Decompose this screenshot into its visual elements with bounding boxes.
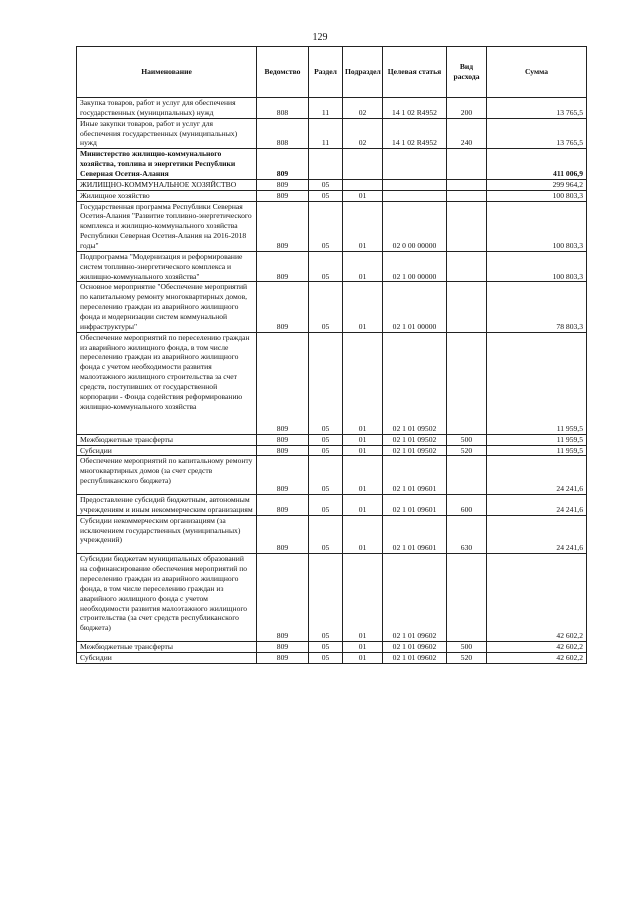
cell-section: 05 (309, 642, 343, 653)
cell-target: 02 1 00 00000 (383, 251, 447, 282)
cell-target: 14 1 02 R4952 (383, 118, 447, 149)
cell-section: 05 (309, 201, 343, 251)
cell-expense (447, 282, 487, 332)
cell-expense (447, 251, 487, 282)
cell-name: Межбюджетные трансферты (77, 434, 257, 445)
cell-section: 05 (309, 445, 343, 456)
cell-name: Министерство жилищно-коммунального хозяйства, топлива и энергетики Республики Северная Осетия-Алания (77, 149, 257, 180)
cell-expense (447, 332, 487, 434)
cell-target: 02 1 01 00000 (383, 282, 447, 332)
cell-expense (447, 149, 487, 180)
cell-expense: 630 (447, 515, 487, 554)
table-row (77, 190, 587, 201)
cell-subsection: 01 (343, 282, 383, 332)
cell-name: Обеспечение мероприятий по переселению граждан из аварийного жилищного фонда, в том числе переселению граждан из аварийного жилищного фонда с учетом необходимости развития малоэтажного жилищного строительства за счет средств, поступивших от государственной корпорации - Фонда содействия реформированию жилищно-коммунального хозяйства (77, 332, 257, 434)
cell-amount: 100 803,3 (487, 190, 587, 201)
cell-ministry: 809 (257, 434, 309, 445)
table-row (77, 98, 587, 119)
table-row (77, 652, 587, 663)
table-row (77, 201, 587, 251)
header-amount: Сумма (487, 47, 587, 98)
cell-subsection: 02 (343, 98, 383, 119)
cell-section (309, 149, 343, 180)
cell-name: Субсидии некоммерческим организациям (за исключением государственных (муниципальных) учреждений) (77, 515, 257, 554)
table-row (77, 332, 587, 434)
cell-name: ЖИЛИЩНО-КОММУНАЛЬНОЕ ХОЗЯЙСТВО (77, 179, 257, 190)
cell-expense: 500 (447, 642, 487, 653)
cell-target: 02 0 00 00000 (383, 201, 447, 251)
cell-ministry: 809 (257, 201, 309, 251)
cell-subsection: 01 (343, 456, 383, 495)
cell-target: 02 1 01 09502 (383, 445, 447, 456)
cell-ministry: 809 (257, 642, 309, 653)
cell-section: 05 (309, 190, 343, 201)
cell-subsection: 01 (343, 515, 383, 554)
table-row (77, 515, 587, 554)
cell-name: Жилищное хозяйство (77, 190, 257, 201)
cell-amount: 24 241,6 (487, 494, 587, 515)
cell-name: Межбюджетные трансферты (77, 642, 257, 653)
cell-subsection: 01 (343, 445, 383, 456)
cell-subsection: 01 (343, 201, 383, 251)
cell-expense (447, 179, 487, 190)
table-row (77, 445, 587, 456)
table-row (77, 494, 587, 515)
cell-section: 05 (309, 332, 343, 434)
table-row (77, 456, 587, 495)
cell-target: 02 1 01 09601 (383, 456, 447, 495)
cell-amount: 100 803,3 (487, 251, 587, 282)
cell-expense: 200 (447, 98, 487, 119)
table-row (77, 282, 587, 332)
cell-section: 05 (309, 456, 343, 495)
cell-amount: 24 241,6 (487, 456, 587, 495)
cell-amount: 100 803,3 (487, 201, 587, 251)
cell-amount: 299 964,2 (487, 179, 587, 190)
cell-amount: 24 241,6 (487, 515, 587, 554)
cell-target: 14 1 02 R4952 (383, 98, 447, 119)
table-row (77, 179, 587, 190)
cell-target: 02 1 01 09601 (383, 515, 447, 554)
table-row (77, 642, 587, 653)
page-number: 129 (312, 32, 328, 43)
cell-amount: 13 765,5 (487, 118, 587, 149)
cell-ministry: 808 (257, 118, 309, 149)
cell-ministry: 809 (257, 179, 309, 190)
cell-subsection: 01 (343, 494, 383, 515)
cell-section: 05 (309, 282, 343, 332)
cell-target (383, 149, 447, 180)
budget-table (76, 46, 587, 664)
cell-amount: 11 959,5 (487, 434, 587, 445)
cell-expense (447, 190, 487, 201)
cell-ministry: 809 (257, 554, 309, 642)
header-ministry: Ведомство (257, 47, 309, 98)
cell-ministry: 809 (257, 494, 309, 515)
cell-ministry: 809 (257, 190, 309, 201)
cell-ministry: 809 (257, 251, 309, 282)
cell-name: Субсидии (77, 652, 257, 663)
cell-ministry: 809 (257, 282, 309, 332)
header-name: Наименование (77, 47, 257, 98)
cell-name: Подпрограмма "Модернизация и реформирование систем топливно-энергетического комплекса и жилищно-коммунального хозяйства" (77, 251, 257, 282)
cell-expense: 240 (447, 118, 487, 149)
cell-section: 05 (309, 179, 343, 190)
cell-ministry: 809 (257, 445, 309, 456)
cell-expense: 600 (447, 494, 487, 515)
cell-target (383, 179, 447, 190)
cell-ministry: 809 (257, 456, 309, 495)
header-subsection: Подраздел (343, 47, 383, 98)
cell-ministry: 809 (257, 149, 309, 180)
cell-expense: 520 (447, 445, 487, 456)
cell-section: 05 (309, 251, 343, 282)
cell-target (383, 190, 447, 201)
cell-section: 11 (309, 118, 343, 149)
cell-expense (447, 201, 487, 251)
table-header-row (77, 47, 587, 98)
cell-amount: 42 602,2 (487, 652, 587, 663)
cell-subsection: 01 (343, 332, 383, 434)
cell-target: 02 1 01 09601 (383, 494, 447, 515)
cell-amount: 11 959,5 (487, 332, 587, 434)
cell-subsection: 01 (343, 190, 383, 201)
cell-name: Государственная программа Республики Северная Осетия-Алания "Развитие топливно-энергетического комплекса и жилищно-коммунального хозяйства Республики Северная Осетия-Алания на 2016-2018 годы" (77, 201, 257, 251)
header-target: Целевая статья (383, 47, 447, 98)
cell-subsection (343, 179, 383, 190)
cell-name: Субсидии (77, 445, 257, 456)
header-section: Раздел (309, 47, 343, 98)
cell-section: 05 (309, 494, 343, 515)
cell-section: 05 (309, 652, 343, 663)
cell-target: 02 1 01 09502 (383, 434, 447, 445)
cell-name: Субсидии бюджетам муниципальных образований на софинансирование обеспечения мероприятий по переселению граждан из аварийного жилищного фонда, в том числе переселению граждан из аварийного жилищного фонда с учетом необходимости развития малоэтажного жилищного строительства (за счет средств республиканского бюджета) (77, 554, 257, 642)
cell-section: 11 (309, 98, 343, 119)
cell-amount: 11 959,5 (487, 445, 587, 456)
cell-section: 05 (309, 434, 343, 445)
cell-subsection: 01 (343, 554, 383, 642)
cell-subsection: 01 (343, 642, 383, 653)
table-row (77, 118, 587, 149)
table-row (77, 251, 587, 282)
cell-target: 02 1 01 09602 (383, 554, 447, 642)
cell-amount: 42 602,2 (487, 554, 587, 642)
cell-amount: 42 602,2 (487, 642, 587, 653)
cell-expense (447, 554, 487, 642)
cell-target: 02 1 01 09602 (383, 652, 447, 663)
cell-subsection: 01 (343, 434, 383, 445)
cell-name: Иные закупки товаров, работ и услуг для обеспечения государственных (муниципальных) нужд (77, 118, 257, 149)
cell-expense: 520 (447, 652, 487, 663)
cell-subsection: 02 (343, 118, 383, 149)
cell-ministry: 809 (257, 652, 309, 663)
cell-target: 02 1 01 09602 (383, 642, 447, 653)
cell-expense: 500 (447, 434, 487, 445)
table-row (77, 434, 587, 445)
cell-ministry: 808 (257, 98, 309, 119)
table-row (77, 149, 587, 180)
cell-ministry: 809 (257, 515, 309, 554)
cell-expense (447, 456, 487, 495)
cell-section: 05 (309, 554, 343, 642)
cell-name: Закупка товаров, работ и услуг для обеспечения государственных (муниципальных) нужд (77, 98, 257, 119)
cell-ministry: 809 (257, 332, 309, 434)
cell-amount: 13 765,5 (487, 98, 587, 119)
cell-subsection: 01 (343, 652, 383, 663)
cell-name: Обеспечение мероприятий по капитальному ремонту многоквартирных домов (за счет средств республиканского бюджета) (77, 456, 257, 495)
cell-subsection: 01 (343, 251, 383, 282)
cell-section: 05 (309, 515, 343, 554)
table-row (77, 554, 587, 642)
cell-name: Предоставление субсидий бюджетным, автономным учреждениям и иным некоммерческим организациям (77, 494, 257, 515)
cell-name: Основное мероприятие "Обеспечение мероприятий по капитальному ремонту многоквартирных домов, переселению граждан из аварийного жилищного фонда и модернизации систем коммунальной инфраструктуры" (77, 282, 257, 332)
cell-amount: 411 006,9 (487, 149, 587, 180)
header-expense: Вид расхода (447, 47, 487, 98)
cell-amount: 78 803,3 (487, 282, 587, 332)
cell-subsection (343, 149, 383, 180)
cell-target: 02 1 01 09502 (383, 332, 447, 434)
